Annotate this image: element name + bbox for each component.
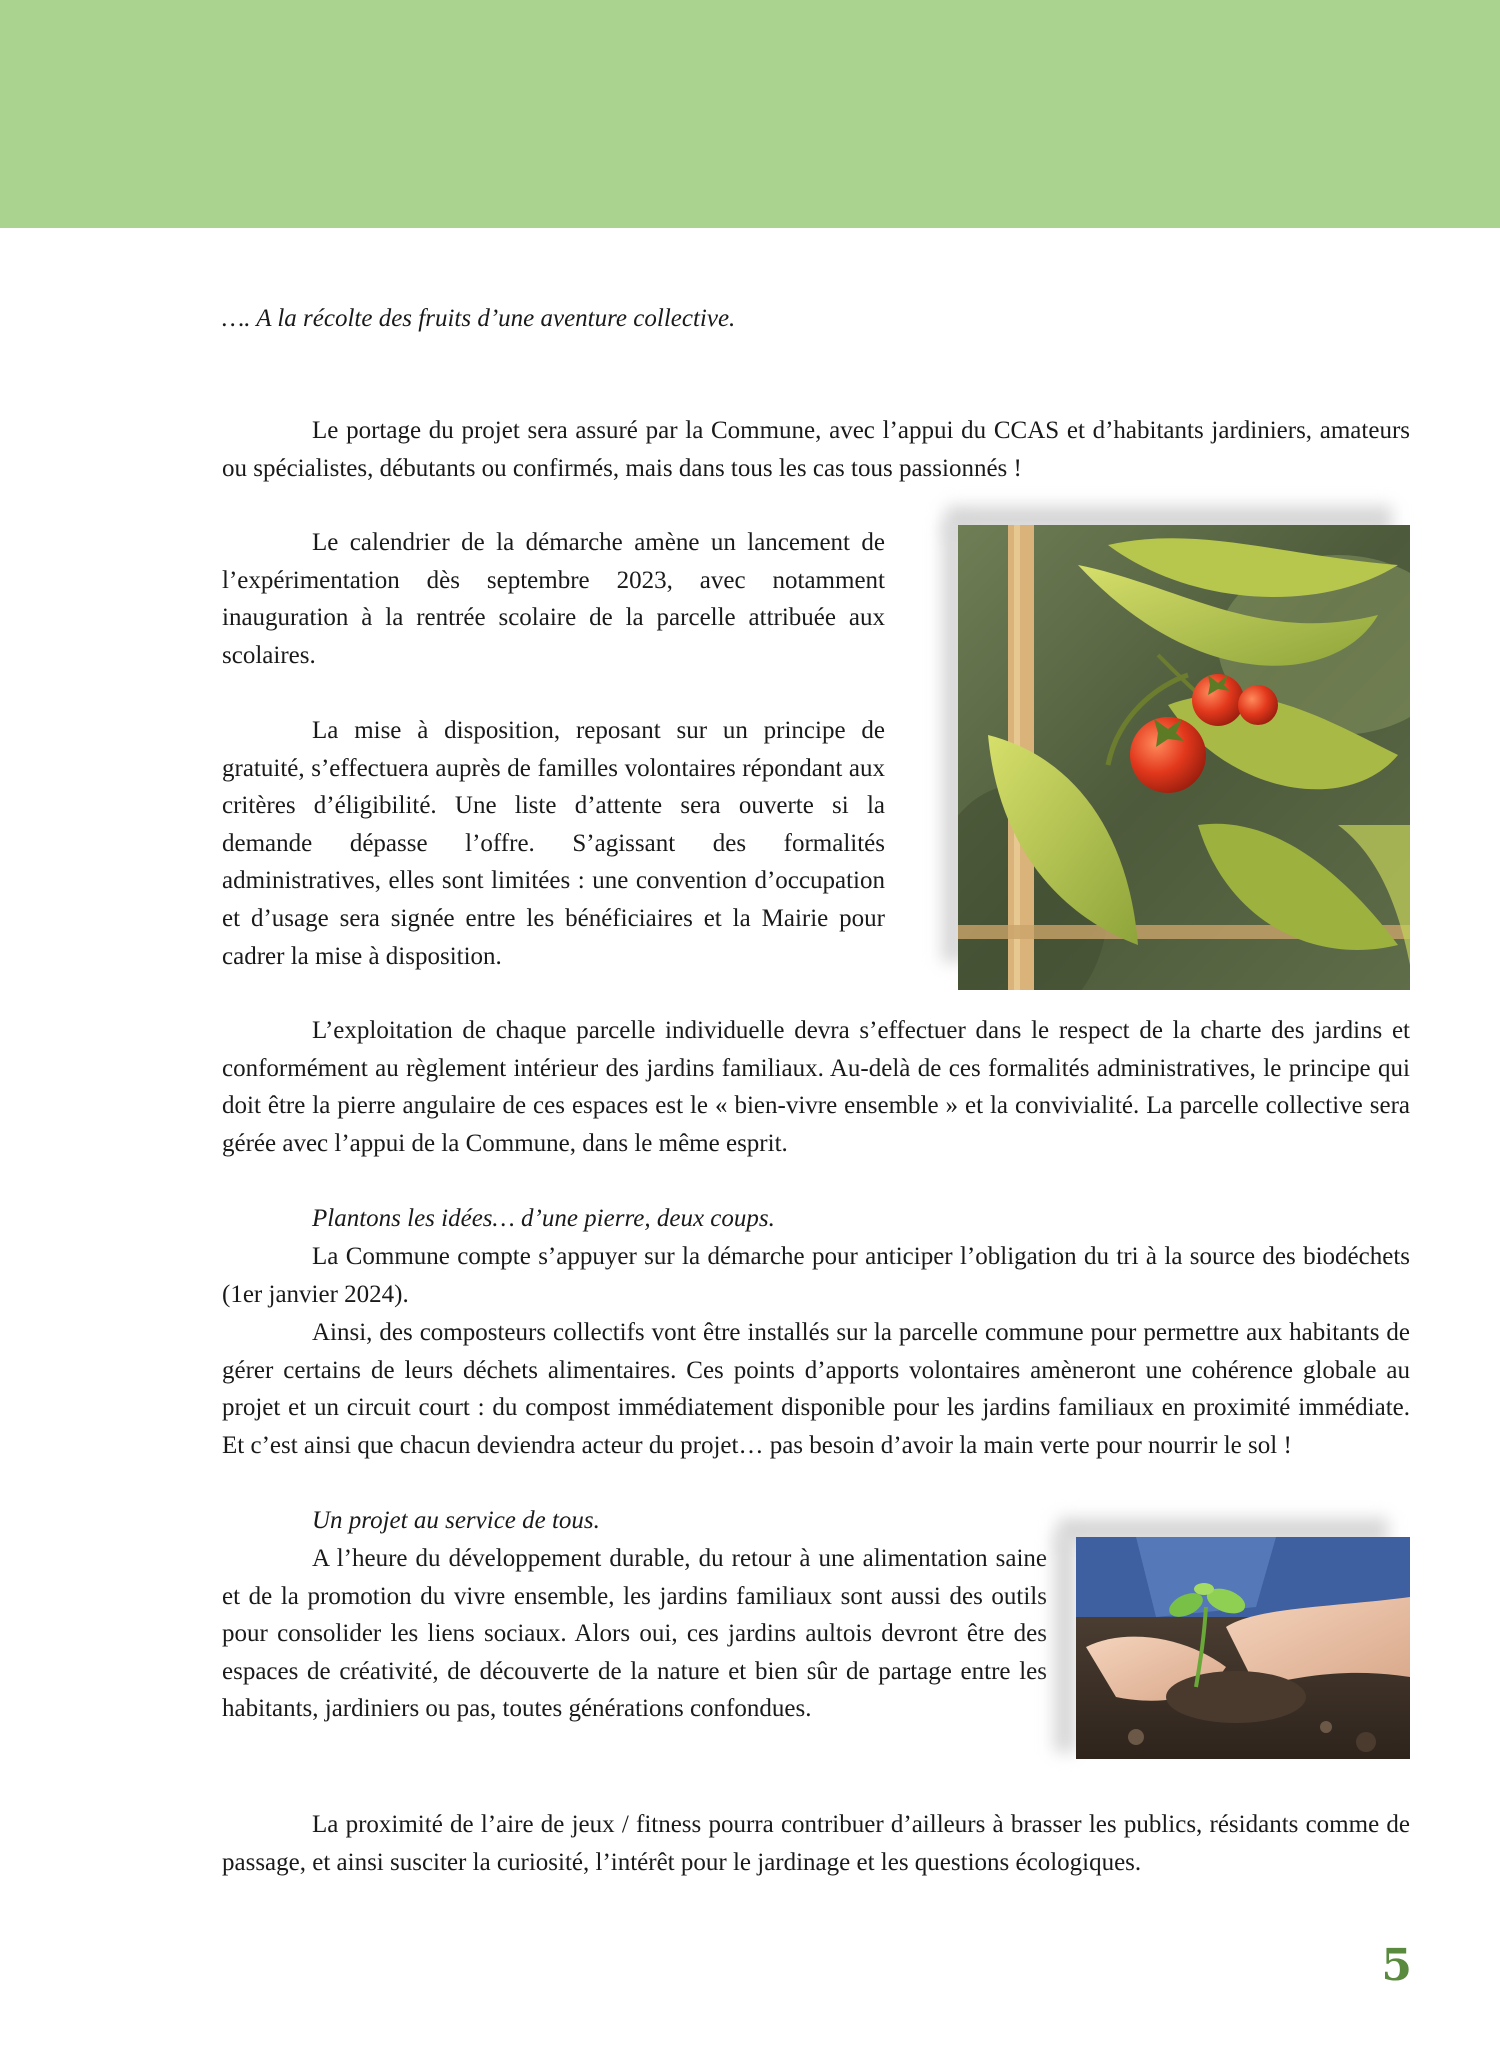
subtitle-plantons: Plantons les idées… d’une pierre, deux coups. <box>312 1205 775 1232</box>
paragraph-exploitation: L’exploitation de chaque parcelle individuelle devra s’effectuer dans le respect de la charte des jardins et conformément au règlement intérieur des jardins familiaux. Au-delà de ces formalités administratives, le principe qui doit être la pierre angulaire de ces espaces est le « bien-vivre ensemble » et la convivialité. La parcelle collective sera gérée avec l’appui de la Commune, dans le même esprit. <box>222 1017 1410 1157</box>
paragraph-aire-de-jeux: La proximité de l’aire de jeux / fitness pourra contribuer d’ailleurs à brasser les publics, résidants comme de passage, et ainsi susciter la curiosité, l’intérêt pour le jardinage et les questions écologiques. <box>222 1811 1410 1876</box>
paragraph-portage: Le portage du projet sera assuré par la Commune, avec l’appui du CCAS et d’habitants jardiniers, amateurs ou spécialistes, débutants ou confirmés, mais dans tous les cas tous passionnés ! <box>222 417 1410 482</box>
intro-italic: …. A la récolte des fruits d’une aventure collective. <box>222 305 736 332</box>
paragraph-composteurs: Ainsi, des composteurs collectifs vont être installés sur la parcelle commune pour permettre aux habitants de gérer certains de leurs déchets alimentaires. Ces points d’apports volontaires amèneront une cohérence globale au projet et un circuit court : du compost immédiatement disponible pour les jardins familiaux en proximité immédiate. Et c’est ainsi que chacun deviendra acteur du projet… pas besoin d’avoir la main verte pour nourrir le sol ! <box>222 1319 1410 1459</box>
tomato-plant-photo <box>958 525 1410 990</box>
paragraph-developpement-durable: A l’heure du développement durable, du retour à une alimentation saine et de la promotion du vivre ensemble, les jardins familiaux sont aussi des outils pour consolider les liens sociaux. Alors oui, ces jardins aultois devront être des espaces de créativité, de découverte de la nature et bien sûr de partage entre les habitants, jardiniers ou pas, toutes générations confondues. <box>222 1545 1047 1723</box>
paragraph-biodechets: La Commune compte s’appuyer sur la démarche pour anticiper l’obligation du tri à la source des biodéchets (1er janvier 2024). <box>222 1243 1410 1308</box>
paragraph-calendrier: Le calendrier de la démarche amène un lancement de l’expérimentation dès septembre 2023, avec notamment inauguration à la rentrée scolaire de la parcelle attribuée aux scolaires. <box>222 529 885 669</box>
header-band <box>0 0 1500 228</box>
subtitle-projet: Un projet au service de tous. <box>312 1507 600 1534</box>
page-number: 5 <box>1381 1940 1412 1991</box>
paragraph-mise-a-disposition: La mise à disposition, reposant sur un principe de gratuité, s’effectuera auprès de familles volontaires répondant aux critères d’éligibilité. Une liste d’attente sera ouverte si la demande dépasse l’offre. S’agissant des formalités administratives, elles sont limitées : une convention d’occupation et d’usage sera signée entre les bénéficiaires et la Mairie pour cadrer la mise à disposition. <box>222 717 885 970</box>
hands-planting-seedling-photo <box>1076 1537 1410 1759</box>
